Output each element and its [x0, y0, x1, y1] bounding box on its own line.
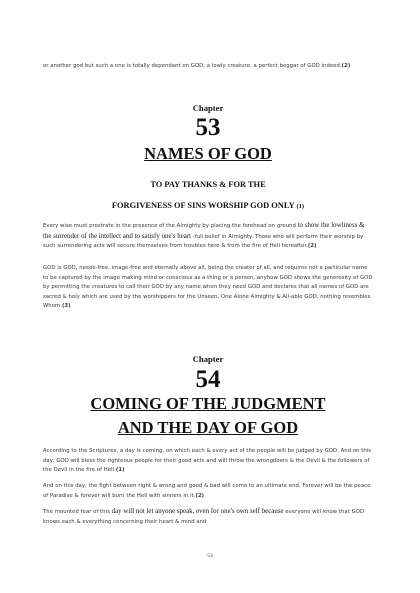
- ch53-p1-c: -full belief in Almighty. Those who will perform their worship by such surrendering acts will secure themselves from troubles here & from the fire of Hell hereafter.: [43, 233, 364, 250]
- chapter-54-label: Chapter: [192, 354, 224, 364]
- ch53-p1-a: Every wise must prostrate in the presence of the Almighty by placing the forehead on ground: [43, 223, 296, 229]
- ch54-p1-ref: (1): [115, 467, 125, 474]
- ch54-p3-c: everyone will know that GOD knows each & everything concerning their heart & mind and: [43, 509, 365, 525]
- intro-text: or another god but such a one is totally dependant on GOD, a lowly creature, a perfect beggar of GOD indeed.: [43, 63, 342, 69]
- chapter-53-subtitle-1: TO PAY THANKS & FOR THE: [150, 180, 266, 189]
- chapter-53-title: NAMES OF GOD: [144, 144, 272, 163]
- ch53-p1-b: to show the lowliness & the surrender of the intellect and to satisfy one's heart: [43, 222, 365, 240]
- ch53-p2-text: GOD is GOD, needs-free, image-free and eternally above all, being the creator of all, and requires not a particular name to be captured by the image making mind or conscious as a thing or a person, anyhow GOD shows the generosity of GOD by permitting the creatures to call their GOD by any name when they need GOD and declares that all names of GOD are sacred & holy which are used by the worshippers for the Unseen, One Alone Almighty & All-able GOD, nothing resembles Whom.: [43, 265, 373, 310]
- chapter-54-number: 54: [195, 366, 221, 393]
- chapter-53-number: 53: [195, 114, 221, 141]
- ch54-p3-b: day will not let anyone speak, even for one's own self because: [111, 508, 284, 515]
- intro-ref: (2): [341, 63, 351, 69]
- chapter-54-paragraph-2: [43, 482, 373, 501]
- ch54-p3-a: The mounted fear of this: [43, 509, 110, 515]
- chapter-53-subtitle-ref: (1): [296, 203, 305, 210]
- chapter-54-title-2: AND THE DAY OF GOD: [117, 418, 299, 437]
- ch53-p1-ref: (2): [307, 243, 317, 250]
- page-number: 53: [207, 553, 213, 559]
- ch53-p2-ref: (3): [61, 303, 71, 310]
- chapter-54-paragraph-1: [43, 447, 373, 476]
- chapter-53-paragraph-1: [43, 221, 373, 252]
- ch54-p2-ref: (2): [195, 492, 205, 499]
- ch54-p1-text: According to the Scriptures, a day is coming, on which each & every act of the people will be judged by GOD. And on this day, GOD will bless the righteous people for their good acts and will throw the wrongdoers & the Devil & the followers of the Devil in the fire of Hell.: [43, 448, 372, 474]
- intro-paragraph: [43, 62, 373, 72]
- chapter-53-subtitle-2: [43, 201, 373, 212]
- chapter-53-label: Chapter: [192, 103, 224, 113]
- ch54-p2-text: And on this day, the fight between right & wrong and good & bad will come to an ultimate end. Forever will be the peace of Paradise & forever will burn the Hell with sinners in it.: [43, 483, 371, 499]
- chapter-53-subtitle-2-text: FORGIVENESS OF SINS WORSHIP GOD ONLY: [111, 201, 295, 210]
- chapter-54-title-1: COMING OF THE JUDGMENT: [90, 394, 326, 413]
- chapter-53-paragraph-2: [43, 264, 373, 312]
- chapter-54-paragraph-3: [43, 507, 373, 527]
